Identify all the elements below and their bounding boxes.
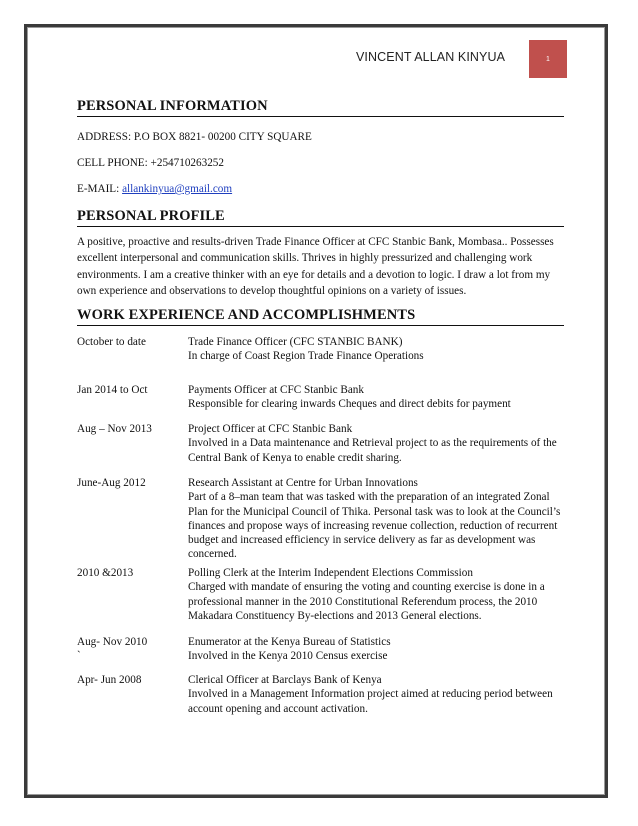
job-description: Involved in a Data maintenance and Retrieval project to as the requirements of the Central Bank of Kenya to enable credit sharing. <box>188 437 557 464</box>
job-entry <box>77 476 564 566</box>
job-entry <box>77 566 564 635</box>
email-line <box>77 182 564 196</box>
job-date: Jan 2014 to Oct <box>77 384 148 397</box>
work-experience-list <box>77 335 564 716</box>
job-date: 2010 &2013 <box>77 567 134 580</box>
email-link[interactable]: allankinyua@gmail.com <box>122 183 233 195</box>
personal-profile-heading: PERSONAL PROFILE <box>77 208 564 227</box>
job-title: Project Officer at CFC Stanbic Bank <box>188 423 353 436</box>
personal-information-heading: PERSONAL INFORMATION <box>77 98 564 117</box>
job-details <box>188 335 564 383</box>
job-date: Apr- Jun 2008 <box>77 674 142 687</box>
job-date: October to date <box>77 336 146 349</box>
job-entry <box>77 335 564 383</box>
job-details <box>188 673 564 716</box>
page-number-badge <box>529 40 567 78</box>
job-date: Aug- Nov 2010 <box>77 636 148 649</box>
job-description: In charge of Coast Region Trade Finance Operations <box>188 350 424 363</box>
job-description: Part of a 8–man team that was tasked with the preparation of an integrated Zonal Plan for the Municipal Council of Thika. Personal task was to look at the Council’s finances and propose ways of increasing revenue collection, reduction of recurrent budget and increased efficiency in service delivery as far as development was concerned. <box>188 491 561 561</box>
address-line: ADDRESS: P.O BOX 8821- 00200 CITY SQUARE <box>77 131 312 143</box>
job-title: Clerical Officer at Barclays Bank of Kenya <box>188 674 382 687</box>
job-date: Aug – Nov 2013 <box>77 423 152 436</box>
job-title: Polling Clerk at the Interim Independent Elections Commission <box>188 567 473 580</box>
job-entry <box>77 673 564 716</box>
job-title: Payments Officer at CFC Stanbic Bank <box>188 384 364 397</box>
contact-block <box>77 130 564 196</box>
job-entry <box>77 383 564 422</box>
work-experience-heading: WORK EXPERIENCE AND ACCOMPLISHMENTS <box>77 307 564 326</box>
job-details <box>188 422 564 476</box>
job-date-mark: ` <box>77 650 81 663</box>
job-title: Trade Finance Officer (CFC STANBIC BANK) <box>188 336 403 349</box>
job-details <box>188 566 564 635</box>
cell-phone-line: CELL PHONE: +254710263252 <box>77 157 224 169</box>
job-entry <box>77 422 564 476</box>
job-date-block <box>77 635 188 673</box>
job-description: Involved in the Kenya 2010 Census exercise <box>188 650 388 663</box>
email-label: E-MAIL: <box>77 183 123 195</box>
job-title: Enumerator at the Kenya Bureau of Statistics <box>188 636 391 649</box>
job-description: Charged with mandate of ensuring the voting and counting exercise is done in a professional manner in the 2010 Constitutional Referendum process, the 2010 Makadara Constituency By-elections and 2013 General elections. <box>188 581 545 622</box>
job-date: June-Aug 2012 <box>77 477 146 490</box>
job-title: Research Assistant at Centre for Urban Innovations <box>188 477 418 490</box>
job-entry <box>77 635 564 673</box>
page-number: 1 <box>546 55 550 63</box>
job-details <box>188 635 564 673</box>
resume-content <box>77 98 564 716</box>
job-details <box>188 476 564 566</box>
job-description: Involved in a Management Information project aimed at reducing period between account opening and account activation. <box>188 688 553 715</box>
job-description: Responsible for clearing inwards Cheques and direct debits for payment <box>188 398 511 411</box>
job-details <box>188 383 564 422</box>
header-name: VINCENT ALLAN KINYUA <box>356 50 506 64</box>
personal-profile-text: A positive, proactive and results-driven Trade Finance Officer at CFC Stanbic Bank, Mombasa.. Possesses excellent interpersonal and communication skills. Thrives in highly pressurized and challenging work environments. I am a creative thinker with an eye for details and a devotion to logic. I draw a lot from my own experience and observations to develop thoughtful opinions on a variety of issues. <box>77 236 554 297</box>
